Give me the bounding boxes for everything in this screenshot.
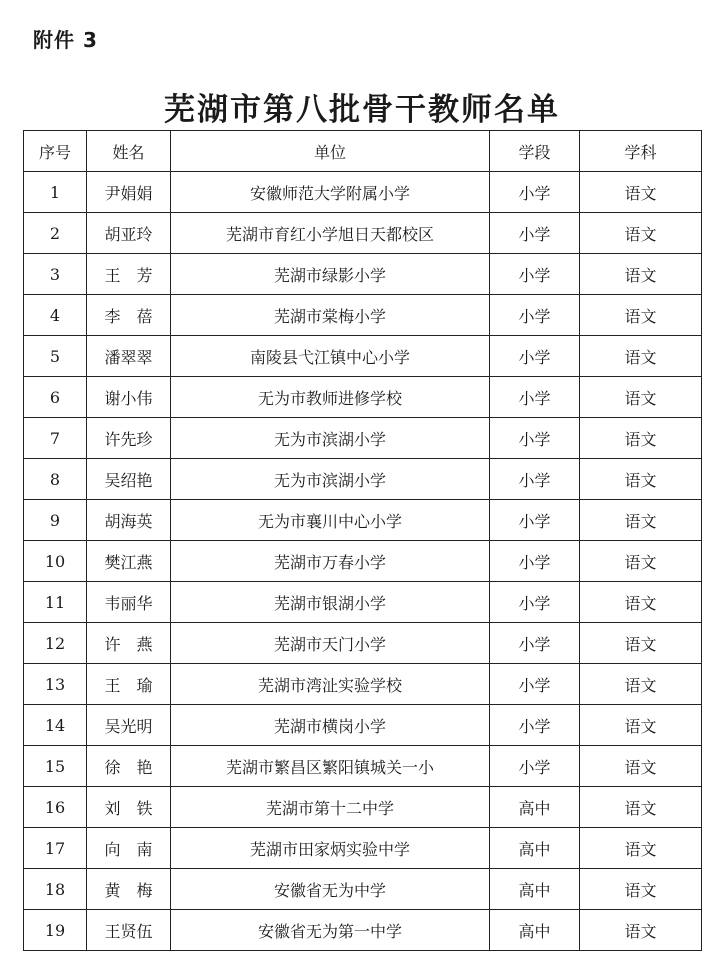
- cell-name: 韦丽华: [87, 582, 171, 623]
- cell-index: 3: [24, 254, 87, 295]
- cell-name: 王 芳: [87, 254, 171, 295]
- cell-name: 李 蓓: [87, 295, 171, 336]
- cell-subject: 语文: [580, 500, 702, 541]
- cell-unit: 芜湖市万春小学: [171, 541, 490, 582]
- header-stage: 学段: [490, 131, 580, 172]
- cell-name: 向 南: [87, 828, 171, 869]
- cell-unit: 安徽师范大学附属小学: [171, 172, 490, 213]
- cell-unit: 芜湖市棠梅小学: [171, 295, 490, 336]
- cell-name: 刘 铁: [87, 787, 171, 828]
- table-row: [24, 828, 702, 869]
- cell-stage: 高中: [490, 910, 580, 951]
- cell-index: 5: [24, 336, 87, 377]
- cell-index: 13: [24, 664, 87, 705]
- cell-name: 樊江燕: [87, 541, 171, 582]
- cell-stage: 小学: [490, 582, 580, 623]
- header-index: 序号: [24, 131, 87, 172]
- table-row: [24, 418, 702, 459]
- cell-name: 谢小伟: [87, 377, 171, 418]
- table-row: [24, 213, 702, 254]
- table-row: [24, 910, 702, 951]
- cell-subject: 语文: [580, 254, 702, 295]
- table-row: [24, 254, 702, 295]
- cell-subject: 语文: [580, 869, 702, 910]
- cell-index: 18: [24, 869, 87, 910]
- cell-stage: 小学: [490, 541, 580, 582]
- cell-stage: 小学: [490, 664, 580, 705]
- cell-index: 7: [24, 418, 87, 459]
- cell-unit: 芜湖市绿影小学: [171, 254, 490, 295]
- cell-stage: 小学: [490, 746, 580, 787]
- cell-name: 吴光明: [87, 705, 171, 746]
- header-name: 姓名: [87, 131, 171, 172]
- table-header-row: [24, 131, 702, 172]
- table-row: [24, 582, 702, 623]
- cell-name: 潘翠翠: [87, 336, 171, 377]
- cell-stage: 小学: [490, 418, 580, 459]
- cell-index: 4: [24, 295, 87, 336]
- cell-subject: 语文: [580, 336, 702, 377]
- cell-name: 王贤伍: [87, 910, 171, 951]
- cell-subject: 语文: [580, 623, 702, 664]
- table-row: [24, 336, 702, 377]
- cell-subject: 语文: [580, 746, 702, 787]
- page-title: 芜湖市第八批骨干教师名单: [164, 92, 560, 128]
- cell-subject: 语文: [580, 418, 702, 459]
- cell-unit: 芜湖市育红小学旭日天都校区: [171, 213, 490, 254]
- cell-unit: 无为市滨湖小学: [171, 418, 490, 459]
- cell-name: 吴绍艳: [87, 459, 171, 500]
- cell-index: 9: [24, 500, 87, 541]
- cell-stage: 小学: [490, 500, 580, 541]
- cell-subject: 语文: [580, 377, 702, 418]
- teacher-list-table: [23, 130, 702, 951]
- table-row: [24, 746, 702, 787]
- cell-stage: 小学: [490, 623, 580, 664]
- cell-stage: 小学: [490, 459, 580, 500]
- cell-subject: 语文: [580, 459, 702, 500]
- cell-name: 徐 艳: [87, 746, 171, 787]
- table-row: [24, 705, 702, 746]
- cell-stage: 小学: [490, 336, 580, 377]
- table-row: [24, 459, 702, 500]
- cell-unit: 芜湖市天门小学: [171, 623, 490, 664]
- table-row: [24, 664, 702, 705]
- cell-index: 14: [24, 705, 87, 746]
- cell-stage: 高中: [490, 787, 580, 828]
- header-unit: 单位: [171, 131, 490, 172]
- cell-index: 10: [24, 541, 87, 582]
- table-row: [24, 500, 702, 541]
- cell-index: 12: [24, 623, 87, 664]
- cell-subject: 语文: [580, 705, 702, 746]
- cell-subject: 语文: [580, 787, 702, 828]
- cell-stage: 小学: [490, 295, 580, 336]
- cell-subject: 语文: [580, 295, 702, 336]
- table-row: [24, 623, 702, 664]
- cell-name: 王 瑜: [87, 664, 171, 705]
- cell-subject: 语文: [580, 910, 702, 951]
- table-row: [24, 295, 702, 336]
- cell-stage: 小学: [490, 213, 580, 254]
- cell-name: 胡亚玲: [87, 213, 171, 254]
- cell-index: 11: [24, 582, 87, 623]
- cell-stage: 高中: [490, 869, 580, 910]
- table-row: [24, 787, 702, 828]
- cell-unit: 安徽省无为中学: [171, 869, 490, 910]
- cell-stage: 小学: [490, 172, 580, 213]
- cell-unit: 无为市襄川中心小学: [171, 500, 490, 541]
- cell-index: 16: [24, 787, 87, 828]
- cell-unit: 无为市教师进修学校: [171, 377, 490, 418]
- cell-subject: 语文: [580, 541, 702, 582]
- cell-subject: 语文: [580, 582, 702, 623]
- cell-index: 2: [24, 213, 87, 254]
- attachment-label: 附件 3: [33, 28, 98, 52]
- cell-index: 19: [24, 910, 87, 951]
- table-row: [24, 377, 702, 418]
- cell-name: 许 燕: [87, 623, 171, 664]
- cell-index: 1: [24, 172, 87, 213]
- cell-stage: 小学: [490, 377, 580, 418]
- cell-unit: 芜湖市繁昌区繁阳镇城关一小: [171, 746, 490, 787]
- cell-stage: 小学: [490, 254, 580, 295]
- cell-index: 8: [24, 459, 87, 500]
- cell-subject: 语文: [580, 828, 702, 869]
- table-row: [24, 869, 702, 910]
- cell-unit: 南陵县弋江镇中心小学: [171, 336, 490, 377]
- cell-subject: 语文: [580, 213, 702, 254]
- table-row: [24, 541, 702, 582]
- cell-index: 6: [24, 377, 87, 418]
- cell-subject: 语文: [580, 664, 702, 705]
- cell-unit: 芜湖市田家炳实验中学: [171, 828, 490, 869]
- cell-unit: 芜湖市银湖小学: [171, 582, 490, 623]
- cell-stage: 高中: [490, 828, 580, 869]
- cell-index: 15: [24, 746, 87, 787]
- table-row: [24, 172, 702, 213]
- cell-name: 许先珍: [87, 418, 171, 459]
- header-subject: 学科: [580, 131, 702, 172]
- cell-unit: 芜湖市横岗小学: [171, 705, 490, 746]
- cell-unit: 无为市滨湖小学: [171, 459, 490, 500]
- cell-unit: 芜湖市湾沚实验学校: [171, 664, 490, 705]
- cell-name: 尹娟娟: [87, 172, 171, 213]
- cell-subject: 语文: [580, 172, 702, 213]
- cell-unit: 安徽省无为第一中学: [171, 910, 490, 951]
- cell-unit: 芜湖市第十二中学: [171, 787, 490, 828]
- cell-stage: 小学: [490, 705, 580, 746]
- cell-name: 黄 梅: [87, 869, 171, 910]
- cell-index: 17: [24, 828, 87, 869]
- cell-name: 胡海英: [87, 500, 171, 541]
